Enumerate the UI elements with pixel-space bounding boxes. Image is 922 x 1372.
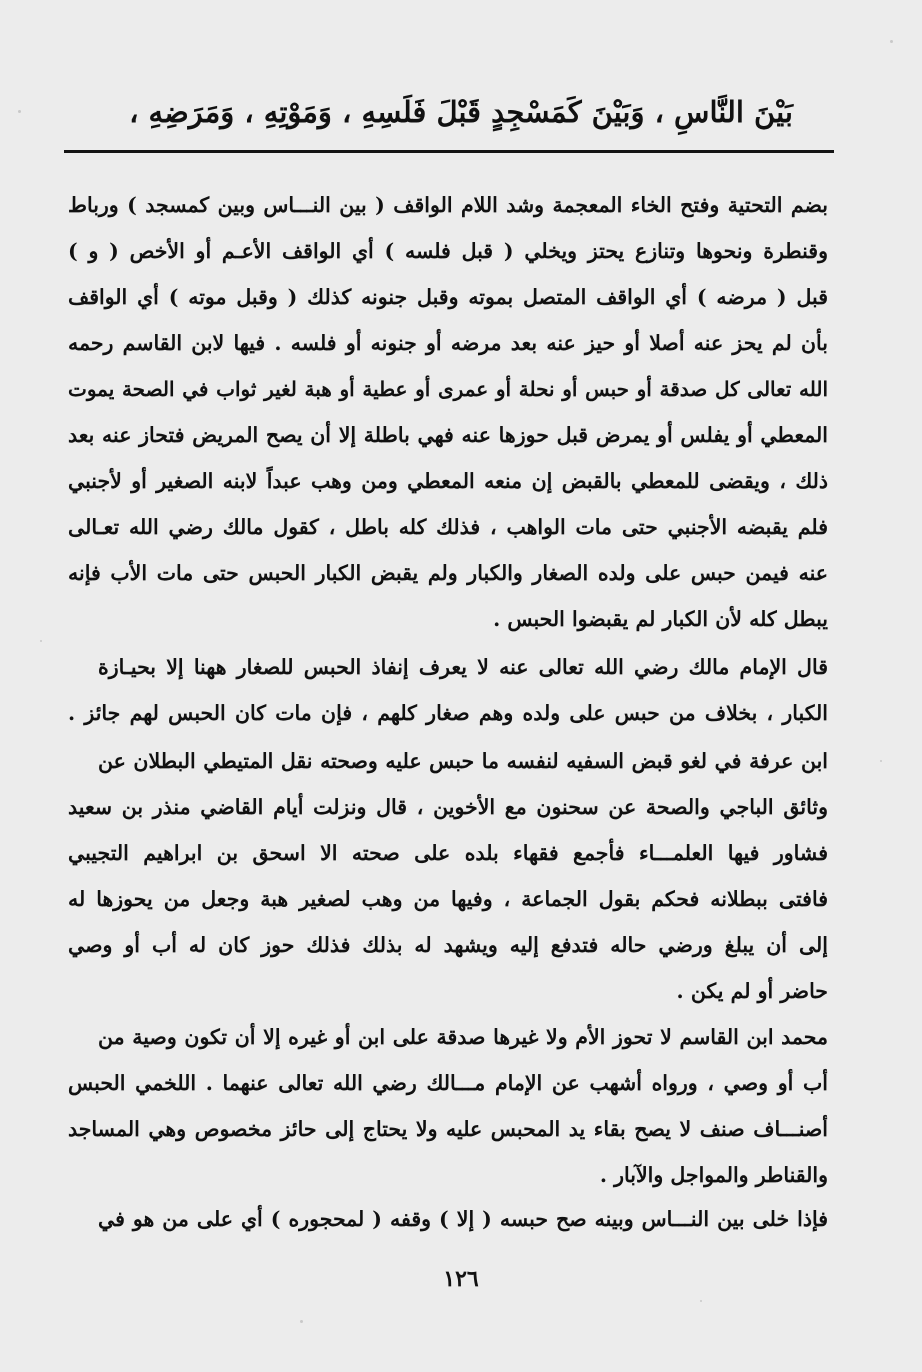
text-line: إلى أن يبلغ ورضي حاله فتدفع إليه ويشهد له بذلك فذلك حوز كان له أب أو وصي [68, 933, 828, 957]
text-line: الله تعالى كل صدقة أو حبس أو نحلة أو عمرى أو عطية أو هبة لغير ثواب في الصحة يموت [68, 377, 828, 401]
text-line: فافتى ببطلانه فحكم بقول الجماعة ، وفيها من وهب لصغير هبة وجعل من يحوزها له [68, 887, 828, 911]
running-header: بَيْنَ النَّاسِ ، وَبَيْنَ كَمَسْجِدٍ قَبْلَ فَلَسِهِ ، وَمَوْتِهِ ، وَمَرَضِهِ ، [129, 95, 793, 129]
scan-speck [880, 760, 882, 762]
scan-speck [700, 1300, 702, 1302]
text-line: بضم التحتية وفتح الخاء المعجمة وشد اللام الواقف ( بين النـــاس وبين كمسجد ) ورباط [68, 193, 828, 217]
text-line: وثائق الباجي والصحة عن سحنون مع الأخوين ، قال ونزلت أيام القاضي منذر بن سعيد [68, 795, 828, 819]
text-line: فلم يقبضه الأجنبي حتى مات الواهب ، فذلك كله باطل ، كقول مالك رضي الله تعـالى [68, 515, 828, 539]
text-line: وقنطرة ونحوها وتنازع يحتز ويخلي ( قبل فلسه ) أي الواقف الأعـم أو الأخص ( و ) [68, 239, 828, 263]
scan-speck [18, 110, 21, 113]
text-line: أصنـــاف صنف لا يصح بقاء يد المحبس عليه ولا يحتاج إلى حائز مخصوص وهي المساجد [68, 1117, 828, 1141]
paragraph-first-line: محمد ابن القاسم لا تحوز الأم ولا غيرها صدقة على ابن أو غيره إلا أن تكون وصية من [98, 1025, 828, 1049]
scan-speck [890, 40, 893, 43]
text-line: المعطي أو يفلس أو يمرض قبل حوزها عنه فهي باطلة إلا أن يصح المريض فتحاز عنه بعد [68, 423, 828, 447]
scan-speck [300, 1320, 303, 1323]
text-line: الكبار ، بخلاف من حبس على ولده وهم صغار كلهم ، فإن مات كان الحبس لهم جائز . [68, 701, 828, 725]
text-line: حاضر أو لم يكن . [676, 979, 828, 1003]
text-line: يبطل كله لأن الكبار لم يقبضوا الحبس . [493, 607, 828, 631]
text-line: والقناطر والمواجل والآبار . [599, 1163, 828, 1187]
paragraph-first-line: فإذا خلى بين النـــاس وبينه صح حبسه ( إلا ) وقفه ( لمحجوره ) أي على من هو في [98, 1207, 828, 1231]
paragraph-first-line: ابن عرفة في لغو قبض السفيه لنفسه ما حبس عليه وصحته نقل المتيطي البطلان عن [98, 749, 828, 773]
scan-speck [40, 640, 42, 642]
text-line: ذلك ، ويقضى للمعطي بالقبض إن منعه المعطي ومن وهب عبداً لابنه الصغير أو لأجنبي [68, 469, 828, 493]
paragraph-first-line: قال الإمام مالك رضي الله تعالى عنه لا يعرف إنفاذ الحبس للصغار ههنا إلا بحيـازة [98, 655, 828, 679]
text-line: بأن لم يحز عنه أصلا أو حيز عنه بعد مرضه أو جنونه أو فلسه . فيها لابن القاسم رحمه [68, 331, 828, 355]
header-rule [64, 150, 834, 153]
text-line: قبل ( مرضه ) أي الواقف المتصل بموته وقبل جنونه كذلك ( وقبل موته ) أي الواقف [68, 285, 828, 309]
text-line: فشاور فيها العلمـــاء فأجمع فقهاء بلده على صحته الا اسحق بن ابراهيم التجيبي [68, 841, 828, 865]
page-number: ١٢٦ [443, 1266, 479, 1292]
text-line: عنه فيمن حبس على ولده الصغار والكبار ولم يقبض الكبار الحبس حتى مات الأب فإنه [68, 561, 828, 585]
text-line: أب أو وصي ، ورواه أشهب عن الإمام مـــالك رضي الله تعالى عنهما . اللخمي الحبس [68, 1071, 828, 1095]
